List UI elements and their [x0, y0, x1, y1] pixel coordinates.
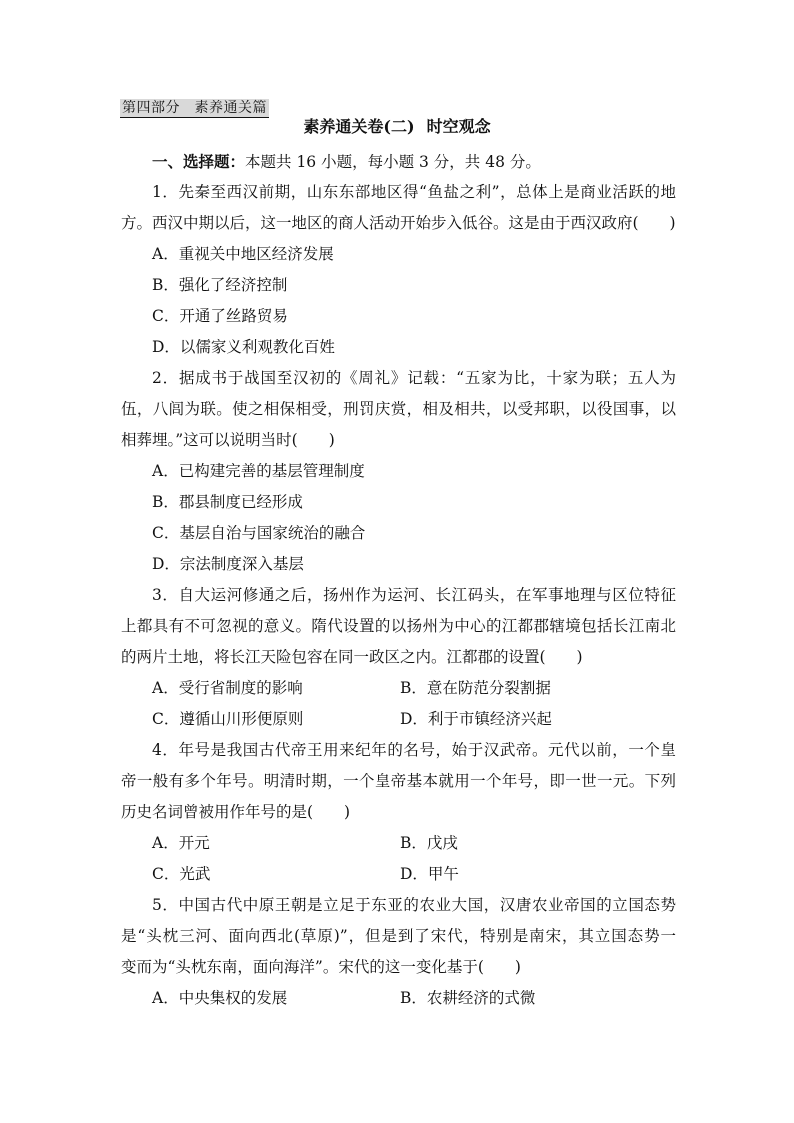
- question-stem-line: 相葬埋。”这可以说明当时( ): [121, 431, 335, 449]
- question-stem-line: 伍，八闾为联。使之相保相受，刑罚庆赏，相及相共，以受邦职，以役国事，以: [121, 400, 676, 418]
- question-stem-line: 的两片土地，将长江天险包容在同一政区之内。江都郡的设置( ): [121, 648, 583, 666]
- option-row: [121, 673, 676, 704]
- option-row: [121, 828, 676, 859]
- option-d: D．以儒家义利观教化百姓: [152, 338, 335, 356]
- option-c: C．光武: [152, 865, 211, 883]
- option-b: B．郡县制度已经形成: [152, 493, 303, 511]
- question-stem-line: 是“头枕三河、面向西北(草原)”，但是到了宋代，特别是南宋，其立国态势一: [121, 927, 676, 945]
- question-2: [121, 363, 676, 580]
- question-1: [121, 177, 676, 363]
- question-stem-line: 历史名词曾被用作年号的是( ): [121, 803, 351, 821]
- option-d: D．利于市镇经济兴起: [400, 710, 552, 728]
- section-instruction: 本题共 16 小题，每小题 3 分，共 48 分。: [245, 153, 541, 171]
- paper-title-sub: 时空观念: [426, 117, 491, 136]
- option-a: A．开元: [152, 834, 210, 852]
- section-heading: [121, 146, 676, 177]
- option-b: B．农耕经济的式微: [400, 989, 536, 1007]
- question-stem-line: 方。西汉中期以后，这一地区的商人活动开始步入低谷。这是由于西汉政府( ): [121, 214, 676, 232]
- question-stem-line: 帝一般有多个年号。明清时期，一个皇帝基本就用一个年号，即一世一元。下列: [121, 772, 676, 790]
- option-d: D．宗法制度深入基层: [152, 555, 304, 573]
- option-b: B．戊戌: [400, 834, 458, 852]
- option-b: B．意在防范分裂割据: [400, 679, 551, 697]
- question-stem-line: 3．自大运河修通之后，扬州作为运河、长江码头，在军事地理与区位特征: [152, 586, 676, 604]
- question-stem-line: 5．中国古代中原王朝是立足于东亚的农业大国，汉唐农业帝国的立国态势: [152, 896, 676, 914]
- option-a: A．已构建完善的基层管理制度: [152, 462, 365, 480]
- question-stem-line: 变而为“头枕东南，面向海洋”。宋代的这一变化基于( ): [121, 958, 521, 976]
- question-4: [121, 735, 676, 890]
- question-content: [121, 146, 676, 1014]
- question-stem-line: 2．据成书于战国至汉初的《周礼》记载：“五家为比，十家为联；五人为: [152, 369, 676, 387]
- question-stem-line: 上都具有不可忽视的意义。隋代设置的以扬州为中心的江都郡辖境包括长江南北: [121, 617, 676, 635]
- option-d: D．甲午: [400, 865, 459, 883]
- question-5: [121, 890, 676, 1014]
- paper-title-main: 素养通关卷(二): [303, 117, 415, 136]
- option-row: [121, 704, 676, 735]
- option-a: A．受行省制度的影响: [152, 679, 303, 697]
- question-3: [121, 580, 676, 735]
- question-stem-line: 1．先秦至西汉前期，山东东部地区得“鱼盐之利”，总体上是商业活跃的地: [152, 183, 676, 201]
- option-a: A．重视关中地区经济发展: [152, 245, 334, 263]
- section-label: 一、选择题：: [152, 152, 246, 171]
- section-tag: 第四部分 素养通关篇: [122, 100, 267, 116]
- option-row: [121, 983, 676, 1014]
- question-stem-line: 4．年号是我国古代帝王用来纪年的名号，始于汉武帝。元代以前，一个皇: [152, 741, 676, 759]
- option-c: C．开通了丝路贸易: [152, 307, 288, 325]
- paper-title: [0, 116, 794, 138]
- option-c: C．基层自治与国家统治的融合: [152, 524, 366, 542]
- option-row: [121, 859, 676, 890]
- option-b: B．强化了经济控制: [152, 276, 288, 294]
- option-c: C．遵循山川形便原则: [152, 710, 304, 728]
- option-a: A．中央集权的发展: [152, 989, 288, 1007]
